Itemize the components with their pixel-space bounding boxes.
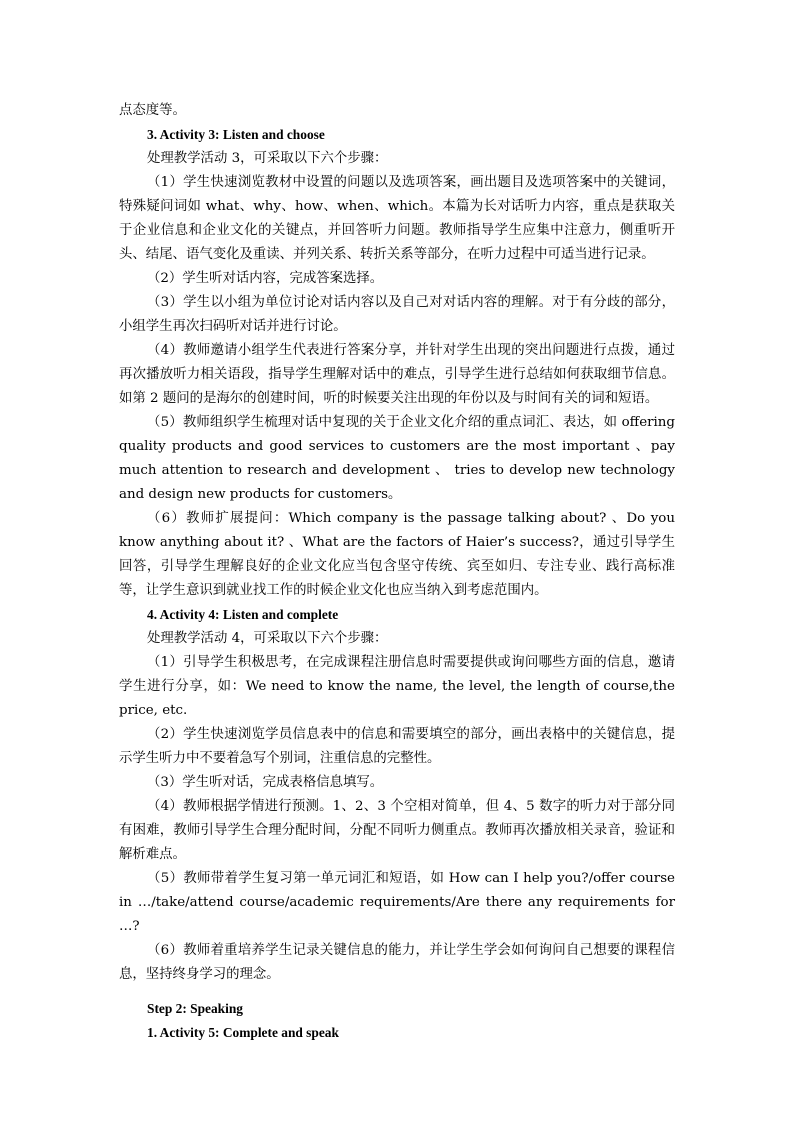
paragraph-activity-4-step-1: （1）引导学生积极思考，在完成课程注册信息时需要提供或询问哪些方面的信息，邀请学生进行分享，如：We need to know the name, the level, the length of course,the price, etc. <box>119 655 675 718</box>
paragraph-activity-3-step-2: （2）学生听对话内容，完成答案选择。 <box>147 271 384 286</box>
heading-step-2-speaking: Step 2: Speaking <box>147 1001 243 1016</box>
paragraph-activity-4-step-5: （5）教师带着学生复习第一单元词汇和短语，如 How can I help you?/offer course in …/take/attend course/academic requirements/Are there any requirements for …? <box>119 871 675 934</box>
heading-activity-4: 4. Activity 4: Listen and complete <box>147 607 339 622</box>
paragraph-continuation: 点态度等。 <box>119 103 186 118</box>
paragraph-activity-4-step-3: （3）学生听对话，完成表格信息填写。 <box>147 775 384 790</box>
heading-activity-3: 3. Activity 3: Listen and choose <box>147 127 325 142</box>
document-page <box>119 99 675 1045</box>
paragraph-activity-4-step-2: （2）学生快速浏览学员信息表中的信息和需要填空的部分，画出表格中的关键信息，提示学生听力中不要着急写个别词，注重信息的完整性。 <box>119 727 675 766</box>
paragraph-activity-4-step-6: （6）教师着重培养学生记录关键信息的能力，并让学生学会如何询问自己想要的课程信息，坚持终身学习的理念。 <box>119 943 675 982</box>
paragraph-activity-4-intro: 处理教学活动 4，可采取以下六个步骤： <box>147 631 388 646</box>
section-spacer <box>119 987 675 997</box>
paragraph-activity-3-step-6: （6）教师扩展提问：Which company is the passage talking about? 、Do you know anything about it? 、What are the factors of Haier’s success?，通过引导学生回答，引导学生理解良好的企业文化应当包含坚守传统、宾至如归、专注专业、践行高标准等，让学生意识到就业找工作的时候企业文化也应当纳入到考虑范围内。 <box>119 511 675 598</box>
paragraph-activity-3-step-1: （1）学生快速浏览教材中设置的问题以及选项答案，画出题目及选项答案中的关键词，特殊疑问词如 what、why、how、when、which。本篇为长对话听力内容，重点是获取关于企业信息和企业文化的关键点，并回答听力问题。教师指导学生应集中注意力，侧重听开头、结尾、语气变化及重读、并列关系、转折关系等部分，在听力过程中可适当进行记录。 <box>119 175 675 262</box>
paragraph-activity-3-intro: 处理教学活动 3，可采取以下六个步骤： <box>147 151 388 166</box>
heading-activity-5: 1. Activity 5: Complete and speak <box>147 1025 339 1040</box>
paragraph-activity-3-step-4: （4）教师邀请小组学生代表进行答案分享，并针对学生出现的突出问题进行点拨，通过再次播放听力相关语段，指导学生理解对话中的难点，引导学生进行总结如何获取细节信息。如第 2 题问的是海尔的创建时间，听的时候要关注出现的年份以及与时间有关的词和短语。 <box>119 343 675 406</box>
paragraph-activity-4-step-4: （4）教师根据学情进行预测。1、2、3 个空相对简单，但 4、5 数字的听力对于部分同有困难，教师引导学生合理分配时间，分配不同听力侧重点。教师再次播放相关录音，验证和解析难点。 <box>119 799 675 862</box>
paragraph-activity-3-step-5: （5）教师组织学生梳理对话中复现的关于企业文化介绍的重点词汇、表达，如 offering quality products and good services to customers are the most important 、pay much attention to research and development 、 tries to develop new technology and design new products for customers。 <box>119 415 675 502</box>
paragraph-activity-3-step-3: （3）学生以小组为单位讨论对话内容以及自己对对话内容的理解。对于有分歧的部分，小组学生再次扫码听对话并进行讨论。 <box>119 295 675 334</box>
